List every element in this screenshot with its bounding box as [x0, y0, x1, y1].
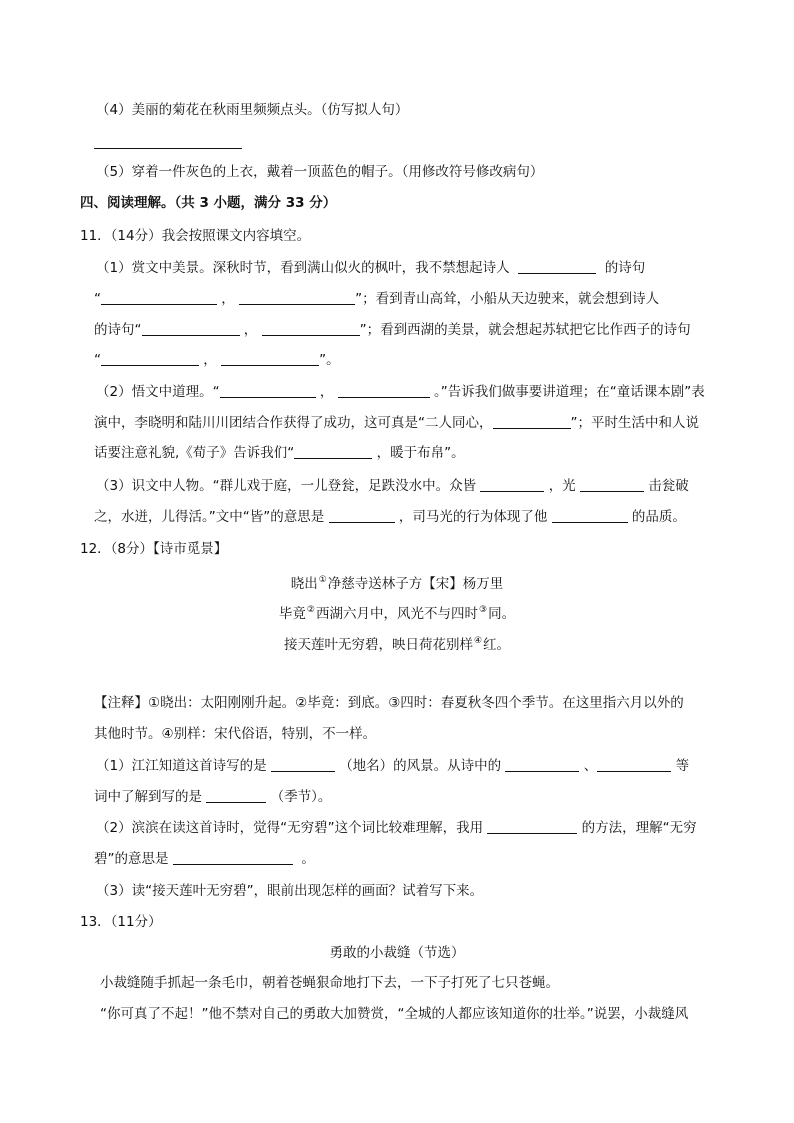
q12-sub1-line2: 词中了解到写的是 （季节）。	[94, 789, 332, 805]
q11-part3-line1: （3）识文中人物。“群儿戏于庭，一儿登瓮，足跌没水中。众皆 ，光 击瓮破	[96, 478, 689, 494]
blank-action-1[interactable]	[480, 476, 544, 492]
blank-action-2[interactable]	[580, 476, 644, 492]
blank-saying-2[interactable]	[338, 382, 430, 398]
section-heading: 四、阅读理解。（共 3 小题，满分 33 分）	[80, 195, 337, 211]
blank-method[interactable]	[487, 818, 577, 834]
q12-intro: 12．（8分）【诗市觅景】	[80, 541, 228, 557]
blank-season[interactable]	[206, 787, 266, 803]
q11-part3-line2: 之，水迸，儿得活。”文中“皆”的意思是 ，司马光的行为体现了他 的品质。	[94, 509, 686, 525]
blank-poem-line-1[interactable]	[101, 289, 217, 305]
q11-part2-line1: （2）悟文中道理。“ ， 。”告诉我们做事要讲道理；在“童话课本剧”表	[96, 384, 705, 400]
poem-notes-line-2: 其他时节。④别样：宋代俗语，特别，不一样。	[94, 726, 377, 742]
blank-poem-line-4[interactable]	[262, 320, 360, 336]
q12-sub2-line1: （2）滨滨在读这首诗时，觉得“无穷碧”这个词比较难理解，我用 的方法，理解“无穷	[96, 820, 697, 836]
answer-line-q4[interactable]	[94, 148, 242, 149]
q12-sub2-line2: 碧”的意思是 。	[94, 851, 315, 867]
blank-poem-line-2[interactable]	[239, 289, 355, 305]
passage-title: 勇敢的小裁缝（节选）	[329, 945, 465, 961]
question-5: （5）穿着一件灰色的上衣，戴着一顶蓝色的帽子。（用修改符号修改病句）	[96, 164, 544, 180]
blank-word-1[interactable]	[505, 756, 579, 772]
q11-part2-line2: 演中，李晓明和陆川川团结合作获得了成功，这可真是“二人同心， ”；平时生活中和人说	[94, 415, 699, 431]
blank-saying-1[interactable]	[220, 382, 316, 398]
blank-meaning-2[interactable]	[173, 849, 293, 865]
q13-intro: 13．（11分）	[80, 914, 162, 930]
blank-place[interactable]	[271, 756, 335, 772]
blank-poem-line-6[interactable]	[221, 350, 319, 366]
blank-quality[interactable]	[552, 507, 628, 523]
q11-part1-line2: “ ， ”；看到青山高耸，小船从天边驶来，就会想到诗人	[94, 291, 660, 307]
poem-line-1: 毕竟②西湖六月中，风光不与四时③同。	[278, 605, 516, 622]
question-4: （4）美丽的菊花在秋雨里频频点头。（仿写拟人句）	[96, 102, 409, 118]
poem-title: 晓出①净慈寺送林子方【宋】杨万里	[290, 575, 504, 592]
blank-meaning[interactable]	[329, 507, 395, 523]
blank-saying-3[interactable]	[493, 413, 571, 429]
q11-intro: 11．（14分）我会按照课文内容填空。	[80, 228, 311, 244]
blank-saying-4[interactable]	[294, 443, 372, 459]
q12-sub1-line1: （1）江江知道这首诗写的是 （地名）的风景。从诗中的 、 等	[96, 758, 690, 774]
poem-line-2: 接天莲叶无穷碧，映日荷花别样④红。	[283, 636, 511, 653]
blank-poet-1[interactable]	[518, 258, 596, 274]
q11-part1-line3: 的诗句“ ， ”；看到西湖的美景，就会想起苏轼把它比作西子的诗句	[94, 322, 691, 338]
passage-paragraph-1: 小裁缝随手抓起一条毛巾，朝着苍蝇狠命地打下去，一下子打死了七只苍蝇。	[100, 975, 559, 991]
poem-notes-line-1: 【注释】①晓出：太阳刚刚升起。②毕竟：到底。③四时：春夏秋冬四个季节。在这里指六月以外的	[94, 695, 684, 711]
q11-part1-line4: “ ， ”。	[94, 352, 340, 368]
q11-part1-line1: （1）赏文中美景。深秋时节，看到满山似火的枫叶，我不禁想起诗人 的诗句	[96, 260, 646, 276]
blank-word-2[interactable]	[597, 756, 671, 772]
q12-sub3: （3）读“接天莲叶无穷碧”，眼前出现怎样的画面？试着写下来。	[96, 883, 484, 899]
blank-poem-line-3[interactable]	[142, 320, 240, 336]
passage-paragraph-2: “你可真了不起！”他不禁对自己的勇敢大加赞赏，“全城的人都应该知道你的壮举。”说罢，小裁缝风	[100, 1006, 689, 1022]
q11-part2-line3: 话要注意礼貌,《荀子》告诉我们“ ，暖于布帛”。	[94, 445, 465, 461]
blank-poem-line-5[interactable]	[101, 350, 199, 366]
